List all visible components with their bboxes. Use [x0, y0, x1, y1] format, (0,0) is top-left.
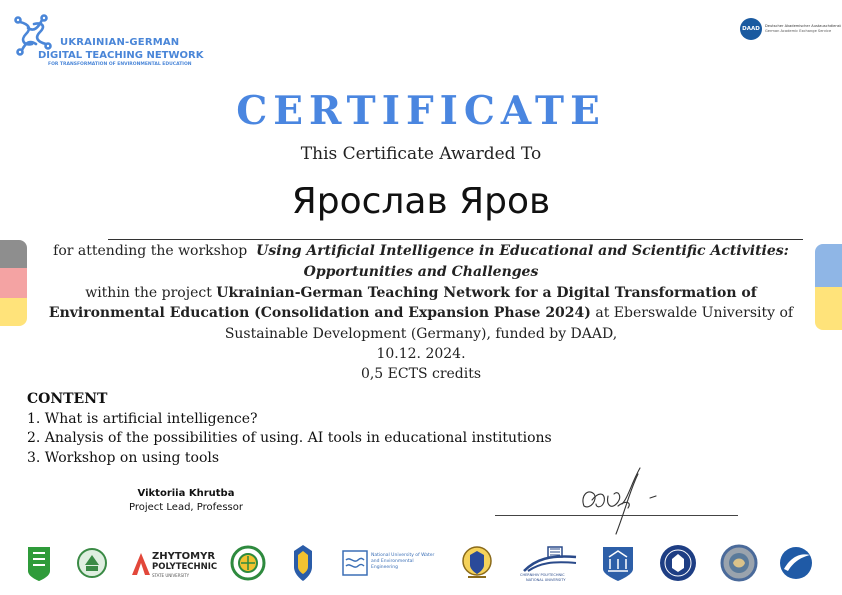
- ects-credits: 0,5 ECTS credits: [360, 366, 482, 382]
- project-prefix: within the project: [85, 285, 212, 301]
- network-logo: [12, 14, 212, 74]
- nuwm-line2: and Environmental: [371, 559, 414, 564]
- zhytomyr-line1: ZHYTOMYR: [152, 551, 216, 562]
- chernihiv-building-icon: [520, 545, 580, 573]
- daad-name-english: German Academic Exchange Service: [765, 29, 832, 33]
- zhytomyr-line3: STATE UNIVERSITY: [152, 573, 190, 578]
- nuwm-line1: National University of Water: [371, 553, 435, 558]
- workshop-title-part1: Using Artificial Intelligence in Educational and Scientific Activities:: [256, 243, 789, 259]
- project-suffix: at Eberswalde University of: [590, 305, 794, 321]
- network-logo-line2: DIGITAL TEACHING NETWORK: [38, 50, 204, 61]
- nuwm-line3: Engineering: [371, 565, 398, 570]
- signatory-role: Project Lead, Professor: [129, 502, 243, 513]
- chernihiv-line1: CHERNIHIV POLYTECHNIC: [520, 573, 565, 577]
- partner-logos-row: [20, 543, 820, 585]
- content-item: 3. Workshop on using tools: [27, 449, 220, 466]
- project-line: [0, 285, 842, 301]
- chernihiv-polytechnic-logo: [518, 543, 582, 583]
- network-logo-line3: FOR TRANSFORMATION OF ENVIRONMENTAL EDUCATION: [48, 62, 192, 67]
- daad-logo: [740, 18, 841, 42]
- daad-name-german: Deutscher Akademischer Austauschdienst: [765, 24, 841, 28]
- project-line3: Sustainable Development (Germany), funded by DAAD,: [224, 326, 618, 342]
- university-round-navy-logo: [658, 543, 698, 583]
- university-shield-green-logo: [26, 543, 52, 583]
- university-crest-logo: [290, 543, 316, 583]
- university-round-swoosh-logo: [778, 543, 814, 583]
- daad-mark: DAAD: [740, 18, 762, 40]
- network-logo-line1: UKRAINIAN-GERMAN: [60, 37, 180, 48]
- university-round-green-logo: [230, 543, 266, 583]
- zhytomyr-line2: POLYTECHNIC: [152, 562, 218, 572]
- content-item: 2. Analysis of the possibilities of using. AI tools in educational institutions: [27, 430, 552, 446]
- certificate-title: CERTIFICATE: [236, 88, 606, 134]
- handwritten-signature: [570, 460, 660, 538]
- project-name-part2: Environmental Education (Consolidation and Expansion Phase 2024): [48, 305, 591, 321]
- content-item: 1. What is artificial intelligence?: [27, 410, 258, 427]
- university-emblem-green-logo: [75, 543, 109, 583]
- zhytomyr-polytechnic-logo: [130, 543, 218, 583]
- university-crest-gold-logo: [460, 543, 494, 583]
- attending-prefix: for attending the workshop: [53, 243, 248, 259]
- nuwm-logo: [342, 543, 438, 583]
- nuwm-water-icon: [342, 550, 368, 576]
- recipient-name: Ярослав Яров: [291, 181, 551, 222]
- certificate-subtitle: This Certificate Awarded To: [300, 144, 542, 164]
- university-round-gray-logo: [720, 543, 758, 583]
- recipient-underline: [108, 239, 803, 240]
- chernihiv-line2: NATIONAL UNIVERSITY: [526, 578, 566, 582]
- project-line2: [0, 305, 842, 321]
- zhytomyr-triangle-icon: [130, 551, 152, 577]
- content-heading: CONTENT: [27, 391, 108, 407]
- workshop-title-part2: Opportunities and Challenges: [303, 264, 539, 280]
- signatory-name: Viktoriia Khrutba: [137, 488, 235, 499]
- content-section: [27, 390, 552, 468]
- project-name-part1: Ukrainian-German Teaching Network for a Digital Transformation of: [216, 285, 757, 301]
- university-square-blue-logo: [600, 543, 636, 583]
- attending-line: [0, 243, 842, 259]
- event-date: 10.12. 2024.: [376, 346, 466, 362]
